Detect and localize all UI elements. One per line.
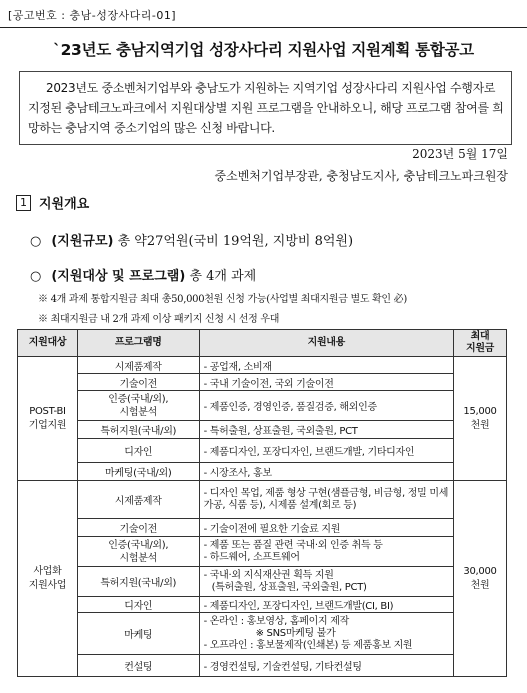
bullet-target-program xyxy=(30,265,256,284)
program-cell: 인증(국내/외), 시험분석 xyxy=(77,391,199,421)
content-cell: - 특허출원, 상표출원, 국외출원, PCT xyxy=(199,421,453,439)
content-cell: - 국내 기술이전, 국외 기술이전 xyxy=(199,374,453,391)
table-row xyxy=(18,655,507,677)
program-cell: 컨설팅 xyxy=(77,655,199,677)
section-1-heading xyxy=(16,193,89,212)
note-2: ※ 최대지원금 내 2개 과제 이상 패키지 신청 시 선정 우대 xyxy=(38,314,280,325)
program-cell: 기술이전 xyxy=(77,519,199,537)
content-cell: - 제품 또는 품질 관련 국내·외 인증 취득 등 - 하드웨어, 소프트웨어 xyxy=(199,537,453,567)
content-cell: - 제품인증, 경영인증, 품질검증, 해외인증 xyxy=(199,391,453,421)
content-cell: - 온라인 : 홍보영상, 홈페이지 제작 ※ SNS마케팅 불가 - 오프라인 : 홍보물제작(인쇄본) 등 제품홍보 지원 xyxy=(199,613,453,655)
table-row xyxy=(18,519,507,537)
bullet-label: (지원대상 및 프로그램) xyxy=(51,269,186,284)
program-cell: 마케팅(국내/외) xyxy=(77,463,199,481)
table-row xyxy=(18,481,507,519)
program-table xyxy=(17,329,507,677)
table-row xyxy=(18,567,507,597)
header-target: 지원대상 xyxy=(18,330,78,357)
table-row xyxy=(18,597,507,613)
content-cell: - 경영컨설팅, 기술컨설팅, 기타컨설팅 xyxy=(199,655,453,677)
intro-box xyxy=(19,71,512,145)
content-cell: - 국내·외 지식재산권 획득 지원 (특허출원, 상표출원, 국외출원, PCT) xyxy=(199,567,453,597)
notice-date: 2023년 5월 17일 xyxy=(412,147,508,161)
amount-cell: 30,000 천원 xyxy=(454,481,507,677)
bullet-mark: ○ xyxy=(30,234,42,249)
table-row xyxy=(18,463,507,481)
program-cell: 기술이전 xyxy=(77,374,199,391)
table-header-row xyxy=(18,330,507,357)
program-cell: 디자인 xyxy=(77,439,199,463)
header-max-amount: 최대 지원금 xyxy=(454,330,507,357)
header-content: 지원내용 xyxy=(199,330,453,357)
content-cell: - 공업재, 소비재 xyxy=(199,357,453,374)
signatories: 중소벤처기업부장관, 충청남도지사, 충남테크노파크원장 xyxy=(214,169,508,183)
bullet-mark: ○ xyxy=(30,269,42,284)
table-row xyxy=(18,374,507,391)
program-cell: 디자인 xyxy=(77,597,199,613)
intro-text: 2023년도 중소벤처기업부와 충남도가 지원하는 지역기업 성장사다리 지원사업 수행자로 지정된 충남테크노파크에서 지원대상별 지원 프로그램을 안내하오니, 해당 프로그램 참여를 희망하는 충남지역 중소기업의 많은 신청 바랍니다. xyxy=(28,81,504,135)
content-cell: - 시장조사, 홍보 xyxy=(199,463,453,481)
target-cell: 사업화 지원사업 xyxy=(18,481,78,677)
table-row xyxy=(18,439,507,463)
amount-cell: 15,000 천원 xyxy=(454,357,507,481)
bullet-text: 총 4개 과제 xyxy=(189,269,257,284)
bullet-label: (지원규모) xyxy=(51,234,114,249)
header-program: 프로그램명 xyxy=(77,330,199,357)
program-cell: 시제품제작 xyxy=(77,357,199,374)
notice-number: [공고번호 : 충남-성장사다리-01] xyxy=(8,9,177,22)
content-cell: - 제품디자인, 포장디자인, 브랜드개발(CI, BI) xyxy=(199,597,453,613)
section-number: 1 xyxy=(16,195,31,211)
table-row xyxy=(18,357,507,374)
section-title: 지원개요 xyxy=(39,197,90,212)
table-row xyxy=(18,421,507,439)
document-title: `23년도 충남지역기업 성장사다리 지원사업 지원계획 통합공고 xyxy=(53,41,474,59)
note-1: ※ 4개 과제 통합지원금 최대 총50,000천원 신청 가능(사업별 최대지원금 별도 확인 必) xyxy=(38,294,407,305)
program-cell: 인증(국내/외), 시험분석 xyxy=(77,537,199,567)
program-cell: 마케팅 xyxy=(77,613,199,655)
program-cell: 특허지원(국내/외) xyxy=(77,421,199,439)
top-divider xyxy=(0,27,527,28)
table-row xyxy=(18,613,507,655)
content-cell: - 기술이전에 필요한 기술료 지원 xyxy=(199,519,453,537)
program-cell: 특허지원(국내/외) xyxy=(77,567,199,597)
content-cell: - 디자인 목업, 제품 형상 구현(샘플금형, 비금형, 정밀 미세가공, 식품 등), 시제품 설계(회로 등) xyxy=(199,481,453,519)
program-cell: 시제품제작 xyxy=(77,481,199,519)
table-row xyxy=(18,391,507,421)
target-cell: POST-BI 기업지원 xyxy=(18,357,78,481)
content-cell: - 제품디자인, 포장디자인, 브랜드개발, 기타디자인 xyxy=(199,439,453,463)
bullet-text: 총 약27억원(국비 19억원, 지방비 8억원) xyxy=(117,234,354,249)
bullet-support-scale xyxy=(30,230,353,249)
table-row xyxy=(18,537,507,567)
